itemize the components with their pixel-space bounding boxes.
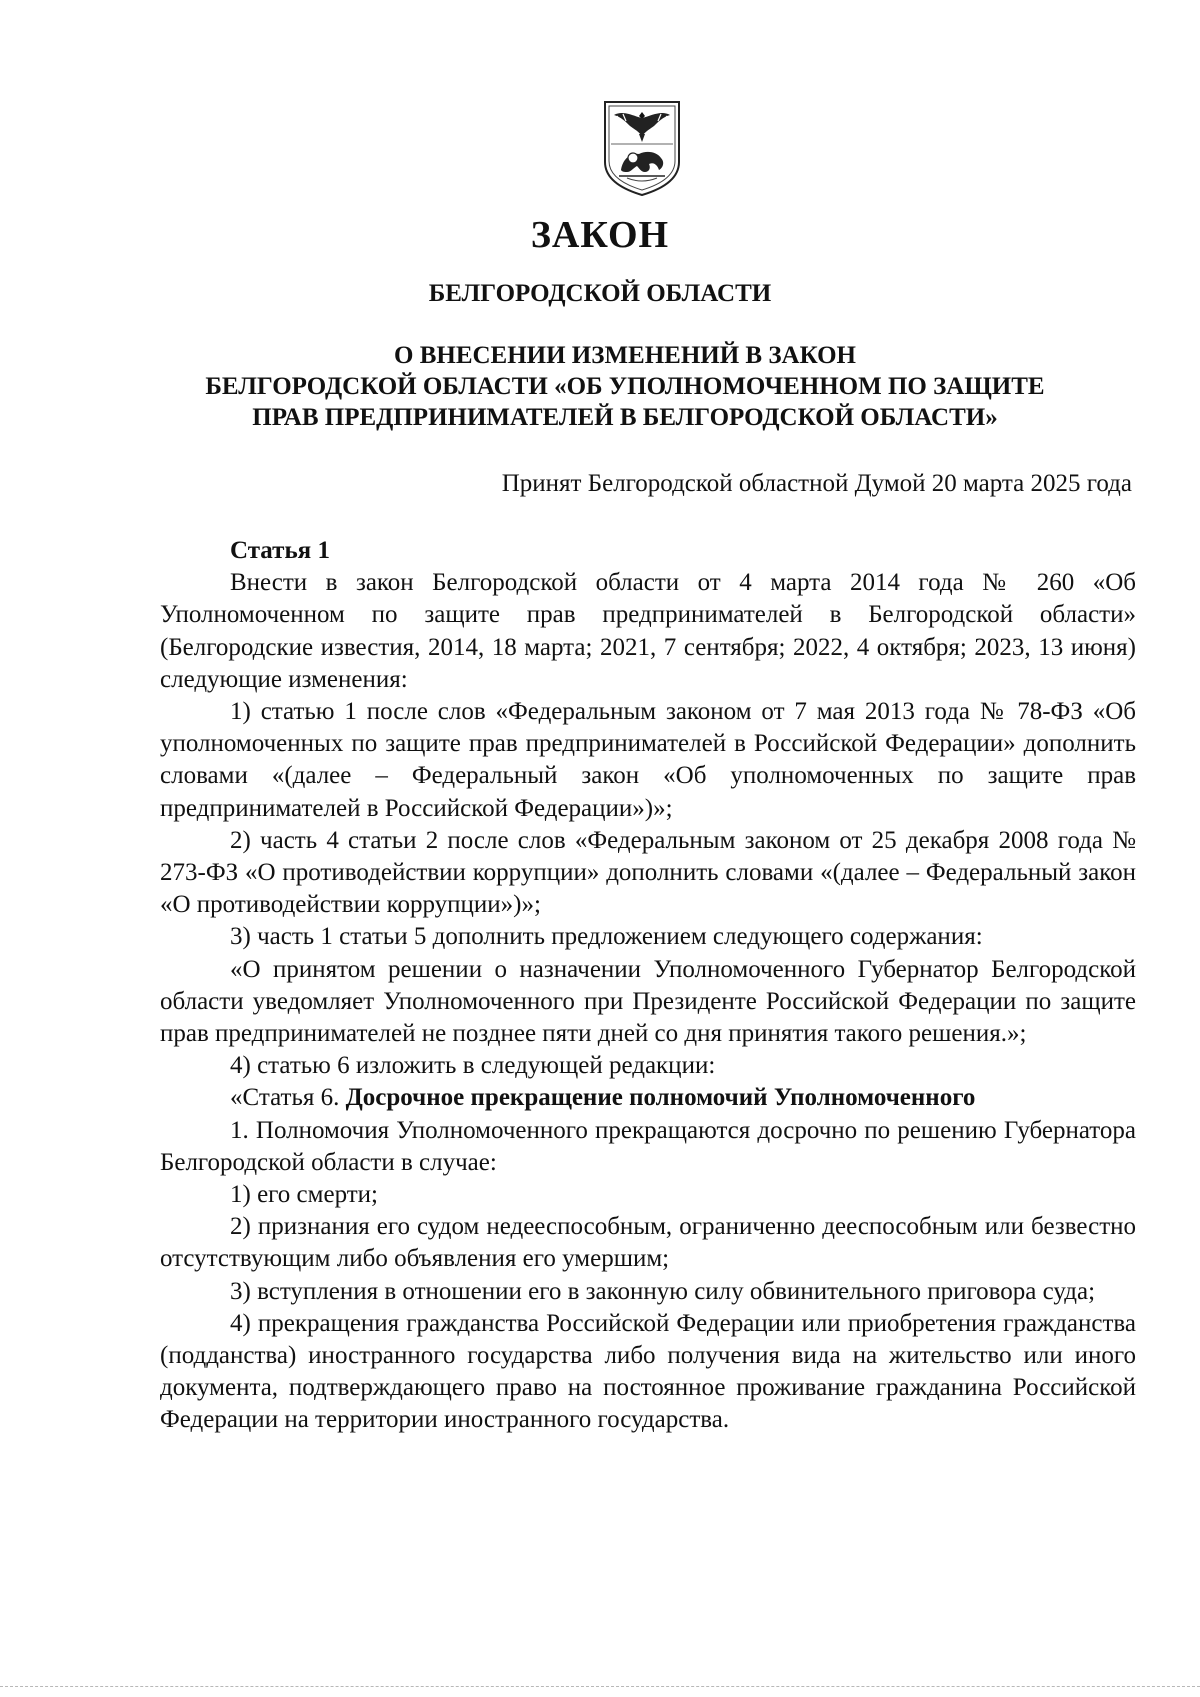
paragraph: 1) статью 1 после слов «Федеральным законом от 7 мая 2013 года № 78-ФЗ «Об уполномоченных по защите прав предпринимателей в Российской Федерации» дополнить словами «(далее – Федеральный закон «Об уполномоченных по защите прав предпринимателей в Российской Федерации»)»; xyxy=(160,698,1136,822)
document-subject xyxy=(160,340,1090,433)
paragraph: 2) признания его судом недееспособным, ограниченно дееспособным или безвестно отсутствующим либо объявления его умершим; xyxy=(160,1213,1136,1273)
paragraph: Внести в закон Белгородской области от 4 марта 2014 года № 260 «Об Уполномоченном по защите прав предпринимателей в Белгородской области» (Белгородские известия, 2014, 18 марта; 2021, 7 сентября; 2022, 4 октября; 2023, 13 июня) следующие изменения: xyxy=(160,569,1136,693)
paragraph: 4) статью 6 изложить в следующей редакции: xyxy=(230,1052,716,1080)
document-body xyxy=(160,535,1136,1437)
paragraph: 3) часть 1 статьи 5 дополнить предложением следующего содержания: xyxy=(230,923,983,951)
subject-line: О ВНЕСЕНИИ ИЗМЕНЕНИЙ В ЗАКОН xyxy=(394,342,856,369)
article6-prefix: «Статья 6. xyxy=(230,1084,346,1112)
paragraph: 3) вступления в отношении его в законную силу обвинительного приговора суда; xyxy=(230,1277,1096,1305)
page-edge-rule xyxy=(0,1686,1200,1687)
paragraph: «О принятом решении о назначении Уполномоченного Губернатор Белгородской области уведомляет Уполномоченного при Президенте Российской Федерации по защите прав предпринимателей не позднее пяти дней со дня принятия такого решения.»; xyxy=(160,955,1136,1048)
coat-of-arms-emblem xyxy=(597,98,687,198)
article6-title: Досрочное прекращение полномочий Уполномоченного xyxy=(345,1084,976,1112)
article6-heading xyxy=(160,1082,1136,1114)
paragraph: 4) прекращения гражданства Российской Федерации или приобретения гражданства (подданства) иностранного государства либо получения вида на жительство или иного документа, подтверждающего право на постоянное проживание гражданина Российской Федерации на территории иностранного государства. xyxy=(160,1309,1136,1434)
paragraph: 2) часть 4 статьи 2 после слов «Федеральным законом от 25 декабря 2008 года № 273-ФЗ «О противодействии коррупции» дополнить словами «(далее – Федеральный закон «О противодействии коррупции»)»; xyxy=(160,826,1136,919)
document-title: ЗАКОН xyxy=(530,214,670,256)
article-heading: Статья 1 xyxy=(230,537,330,564)
paragraph: 1) его смерти; xyxy=(230,1181,378,1209)
paragraph: 1. Полномочия Уполномоченного прекращаются досрочно по решению Губернатора Белгородской области в случае: xyxy=(160,1116,1136,1176)
subject-line: БЕЛГОРОДСКОЙ ОБЛАСТИ «ОБ УПОЛНОМОЧЕННОМ ПО ЗАЩИТЕ xyxy=(205,373,1045,400)
adoption-note: Принят Белгородской областной Думой 20 марта 2025 года xyxy=(501,470,1132,497)
subject-line: ПРАВ ПРЕДПРИНИМАТЕЛЕЙ В БЕЛГОРОДСКОЙ ОБЛАСТИ» xyxy=(252,404,998,431)
document-region: БЕЛГОРОДСКОЙ ОБЛАСТИ xyxy=(428,280,772,307)
